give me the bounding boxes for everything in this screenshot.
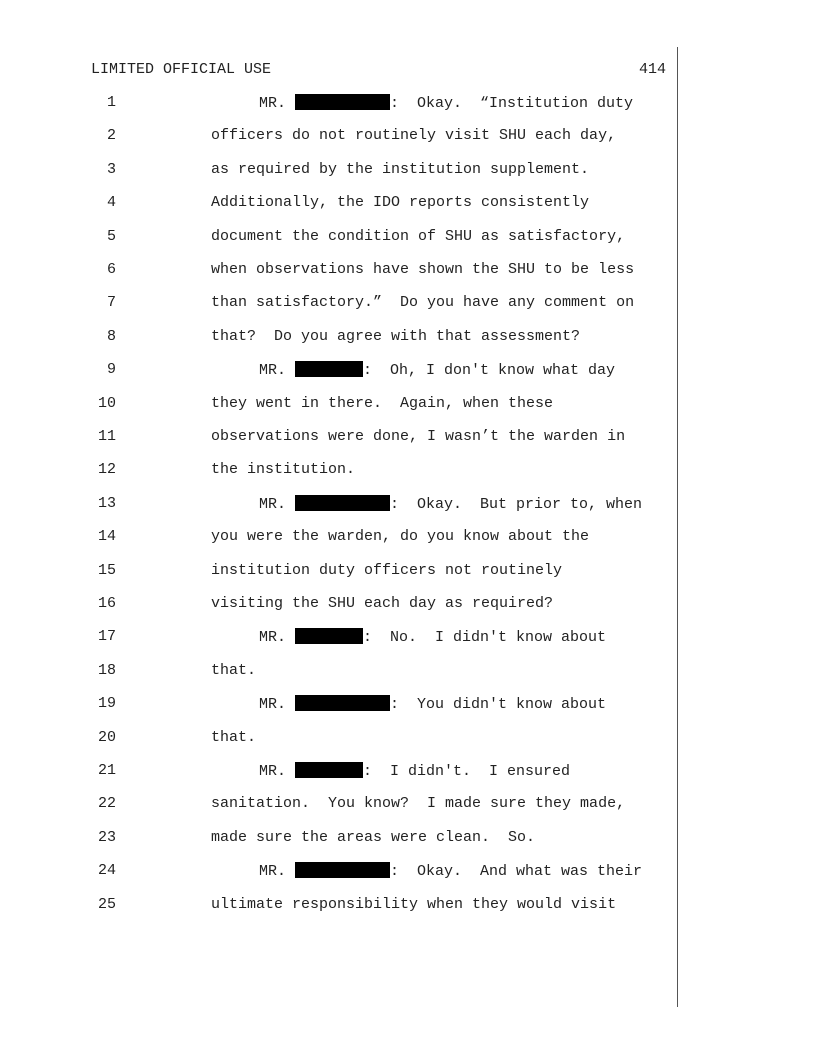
line-content: : No. I didn't know about bbox=[363, 629, 607, 646]
line-content: : Okay. “Institution duty bbox=[390, 95, 634, 112]
transcript-line bbox=[0, 428, 816, 461]
line-text bbox=[211, 528, 589, 545]
line-content: document the condition of SHU as satisfactory, bbox=[211, 228, 626, 245]
line-content: institution duty officers not routinely bbox=[211, 562, 563, 579]
transcript-line bbox=[0, 795, 816, 828]
line-content: than satisfactory.” Do you have any comment on bbox=[211, 294, 635, 311]
line-number: 20 bbox=[97, 729, 116, 746]
line-content: sanitation. You know? I made sure they made, bbox=[211, 795, 626, 812]
line-content: observations were done, I wasn’t the warden in bbox=[211, 428, 626, 445]
line-content: officers do not routinely visit SHU each day, bbox=[211, 127, 617, 144]
line-text bbox=[211, 161, 589, 178]
redaction-box bbox=[295, 628, 363, 644]
speaker-line-text bbox=[259, 94, 633, 112]
transcript-line bbox=[0, 161, 816, 194]
line-content: the institution. bbox=[211, 461, 356, 478]
line-text bbox=[211, 896, 616, 913]
line-text bbox=[211, 228, 625, 245]
line-text bbox=[211, 261, 634, 278]
line-content: made sure the areas were clean. So. bbox=[211, 829, 536, 846]
speaker-line-text bbox=[259, 628, 606, 646]
line-number: 13 bbox=[97, 495, 116, 512]
line-number: 24 bbox=[97, 862, 116, 879]
speaker-prefix: MR. bbox=[259, 629, 296, 646]
line-number: 7 bbox=[106, 294, 116, 311]
transcript-line bbox=[0, 228, 816, 261]
line-content: : I didn't. I ensured bbox=[363, 763, 571, 780]
transcript-line bbox=[0, 127, 816, 160]
transcript-line bbox=[0, 762, 816, 795]
redaction-box bbox=[295, 862, 390, 878]
speaker-line-text bbox=[259, 862, 642, 880]
transcript-line bbox=[0, 261, 816, 294]
classification-header: LIMITED OFFICIAL USE bbox=[91, 61, 272, 78]
line-number: 15 bbox=[97, 562, 116, 579]
line-number: 12 bbox=[97, 461, 116, 478]
line-text bbox=[211, 595, 553, 612]
line-text bbox=[211, 795, 625, 812]
line-text bbox=[211, 428, 625, 445]
transcript-line bbox=[0, 729, 816, 762]
line-number: 8 bbox=[106, 328, 116, 345]
transcript-line bbox=[0, 662, 816, 695]
line-number: 4 bbox=[106, 194, 116, 211]
line-text bbox=[211, 562, 562, 579]
line-number: 19 bbox=[97, 695, 116, 712]
line-text bbox=[211, 328, 580, 345]
line-content: : Okay. And what was their bbox=[390, 863, 643, 880]
redaction-box bbox=[295, 94, 390, 110]
transcript-line bbox=[0, 628, 816, 661]
transcript-line bbox=[0, 361, 816, 394]
transcript-line bbox=[0, 862, 816, 895]
transcript-line bbox=[0, 896, 816, 929]
line-content: that. bbox=[211, 662, 257, 679]
line-content: : Oh, I don't know what day bbox=[363, 362, 616, 379]
line-number: 5 bbox=[106, 228, 116, 245]
speaker-prefix: MR. bbox=[259, 362, 296, 379]
line-number: 2 bbox=[106, 127, 116, 144]
speaker-prefix: MR. bbox=[259, 95, 296, 112]
transcript-line bbox=[0, 461, 816, 494]
transcript-line bbox=[0, 395, 816, 428]
line-content: : You didn't know about bbox=[390, 696, 607, 713]
line-number: 6 bbox=[106, 261, 116, 278]
line-content: as required by the institution supplement. bbox=[211, 161, 590, 178]
line-text bbox=[211, 395, 553, 412]
line-number: 16 bbox=[97, 595, 116, 612]
redaction-box bbox=[295, 762, 363, 778]
speaker-prefix: MR. bbox=[259, 696, 296, 713]
line-number: 22 bbox=[97, 795, 116, 812]
transcript-line bbox=[0, 495, 816, 528]
line-number: 11 bbox=[97, 428, 116, 445]
line-text bbox=[211, 829, 535, 846]
line-number: 3 bbox=[106, 161, 116, 178]
line-text bbox=[211, 127, 616, 144]
page-number: 414 bbox=[638, 61, 666, 78]
transcript-line bbox=[0, 194, 816, 227]
line-content: that. bbox=[211, 729, 257, 746]
line-text bbox=[211, 461, 355, 478]
transcript-line bbox=[0, 328, 816, 361]
line-number: 25 bbox=[97, 896, 116, 913]
redaction-box bbox=[295, 361, 363, 377]
line-number: 10 bbox=[97, 395, 116, 412]
speaker-prefix: MR. bbox=[259, 763, 296, 780]
line-content: : Okay. But prior to, when bbox=[390, 496, 643, 513]
line-text bbox=[211, 194, 589, 211]
speaker-line-text bbox=[259, 695, 606, 713]
line-content: they went in there. Again, when these bbox=[211, 395, 554, 412]
line-number: 17 bbox=[97, 628, 116, 645]
transcript-line bbox=[0, 294, 816, 327]
line-content: Additionally, the IDO reports consistently bbox=[211, 194, 590, 211]
line-text bbox=[211, 294, 634, 311]
line-text bbox=[211, 662, 256, 679]
line-number: 14 bbox=[97, 528, 116, 545]
line-content: ultimate responsibility when they would visit bbox=[211, 896, 617, 913]
redaction-box bbox=[295, 695, 390, 711]
line-content: you were the warden, do you know about the bbox=[211, 528, 590, 545]
transcript-line bbox=[0, 695, 816, 728]
line-content: that? Do you agree with that assessment? bbox=[211, 328, 581, 345]
line-number: 9 bbox=[106, 361, 116, 378]
line-number: 18 bbox=[97, 662, 116, 679]
line-number: 21 bbox=[97, 762, 116, 779]
speaker-line-text bbox=[259, 361, 615, 379]
line-content: visiting the SHU each day as required? bbox=[211, 595, 554, 612]
transcript-line bbox=[0, 595, 816, 628]
speaker-line-text bbox=[259, 762, 570, 780]
speaker-line-text bbox=[259, 495, 642, 513]
speaker-prefix: MR. bbox=[259, 496, 296, 513]
transcript-line bbox=[0, 829, 816, 862]
redaction-box bbox=[295, 495, 390, 511]
line-number: 1 bbox=[106, 94, 116, 111]
transcript-line bbox=[0, 562, 816, 595]
line-text bbox=[211, 729, 256, 746]
transcript-line bbox=[0, 528, 816, 561]
line-content: when observations have shown the SHU to be less bbox=[211, 261, 635, 278]
line-number: 23 bbox=[97, 829, 116, 846]
transcript-line bbox=[0, 94, 816, 127]
speaker-prefix: MR. bbox=[259, 863, 296, 880]
